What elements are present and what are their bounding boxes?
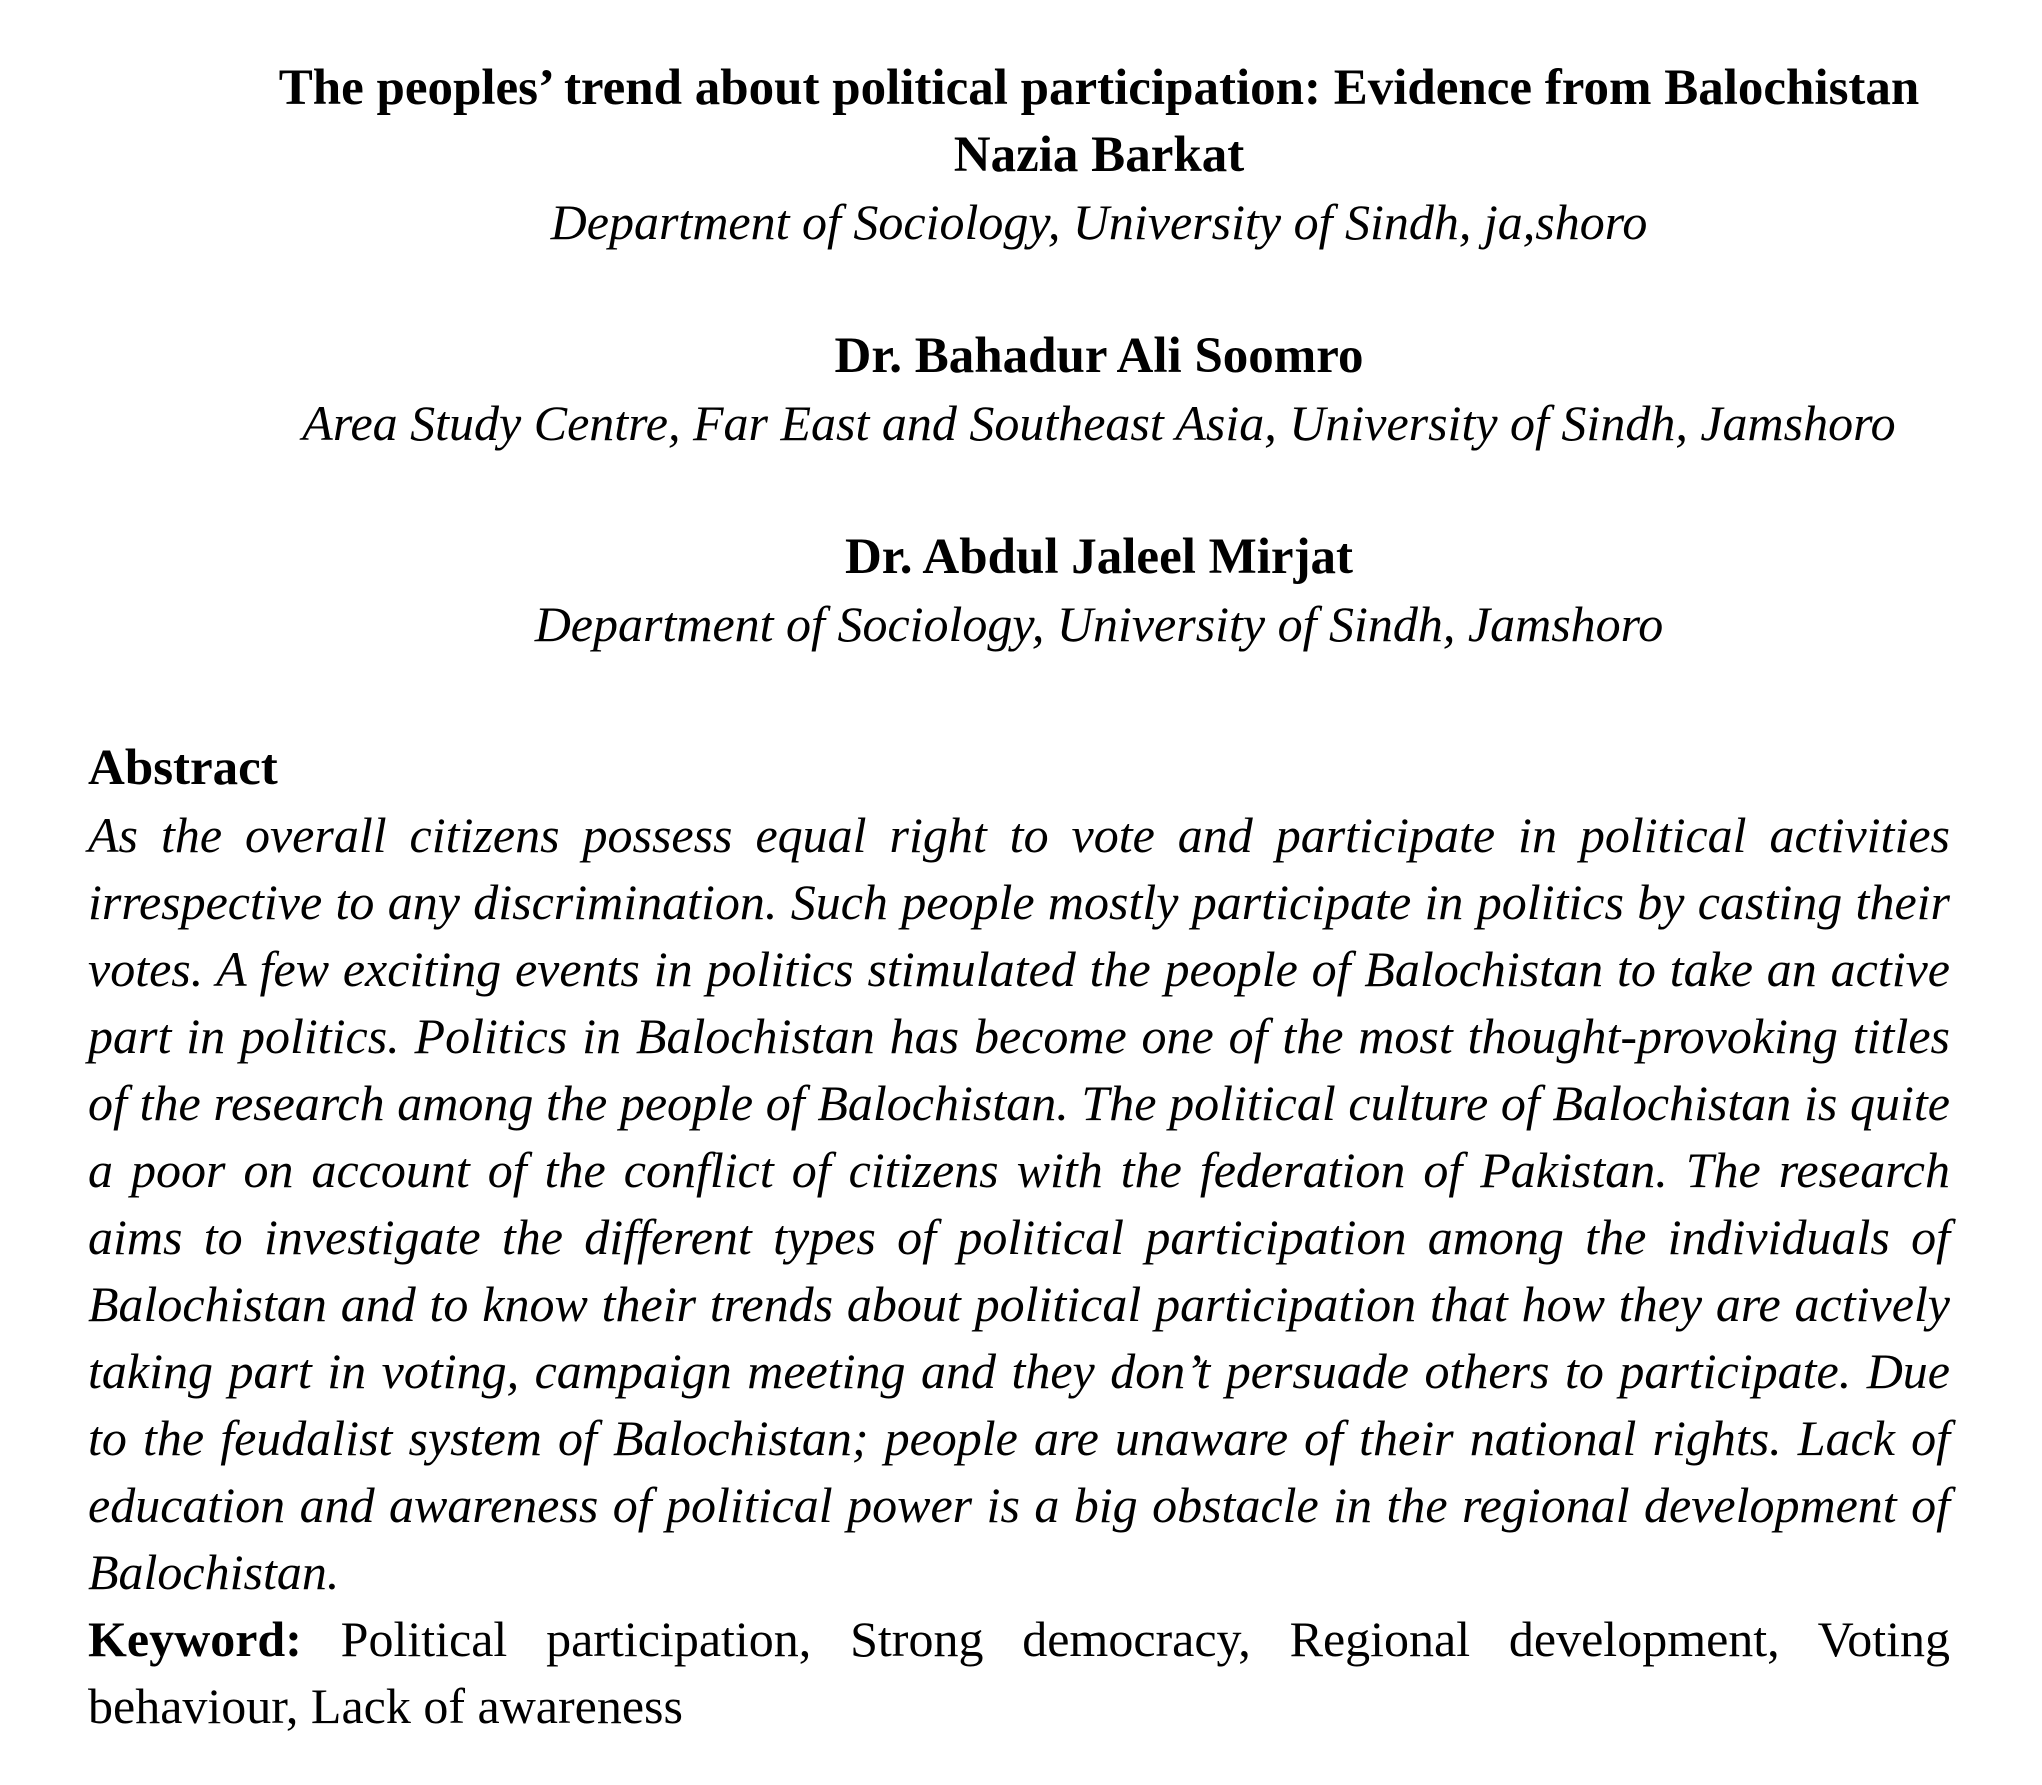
author-2-name: Dr. Bahadur Ali Soomro [834, 328, 1364, 384]
paper-header [88, 55, 1950, 658]
keywords-text: Political participation, Strong democracy, Regional development, Voting behaviour, Lack of awareness [88, 1611, 1951, 1734]
abstract-section [88, 735, 1950, 1606]
author-1-name: Nazia Barkat [953, 127, 1245, 183]
author-1-affiliation: Department of Sociology, University of Sindh, ja,shoro [550, 194, 1648, 250]
author-3-affiliation: Department of Sociology, University of Sindh, Jamshoro [534, 596, 1664, 652]
keywords-label: Keyword: [88, 1611, 302, 1667]
keywords-line [88, 1606, 1950, 1740]
author-block-3 [248, 524, 1950, 658]
author-block-2 [248, 323, 1950, 457]
author-block-1 [248, 122, 1950, 256]
author-3-name: Dr. Abdul Jaleel Mirjat [844, 529, 1354, 585]
paper-title: The peoples’ trend about political participation: Evidence from Balochistan [278, 60, 1920, 116]
abstract-heading: Abstract [88, 740, 278, 796]
abstract-text: As the overall citizens possess equal right to vote and participate in political activities irrespective to any discrimination. Such people mostly participate in politics by casting their votes. A few exciting events in politics stimulated the people of Balochistan to take an active part in politics. Politics in Balochistan has become one of the most thought-provoking titles of the research among the people of Balochistan. The political culture of Balochistan is quite a poor on account of the conflict of citizens with the federation of Pakistan. The research aims to investigate the different types of political participation among the individuals of Balochistan and to know their trends about political participation that how they are actively taking part in voting, campaign meeting and they don’t persuade others to participate. Due to the feudalist system of Balochistan; people are unaware of their national rights. Lack of education and awareness of political power is a big obstacle in the regional development of Balochistan. [88, 807, 1950, 1600]
author-2-affiliation: Area Study Centre, Far East and Southeast Asia, University of Sindh, Jamshoro [302, 395, 1896, 451]
